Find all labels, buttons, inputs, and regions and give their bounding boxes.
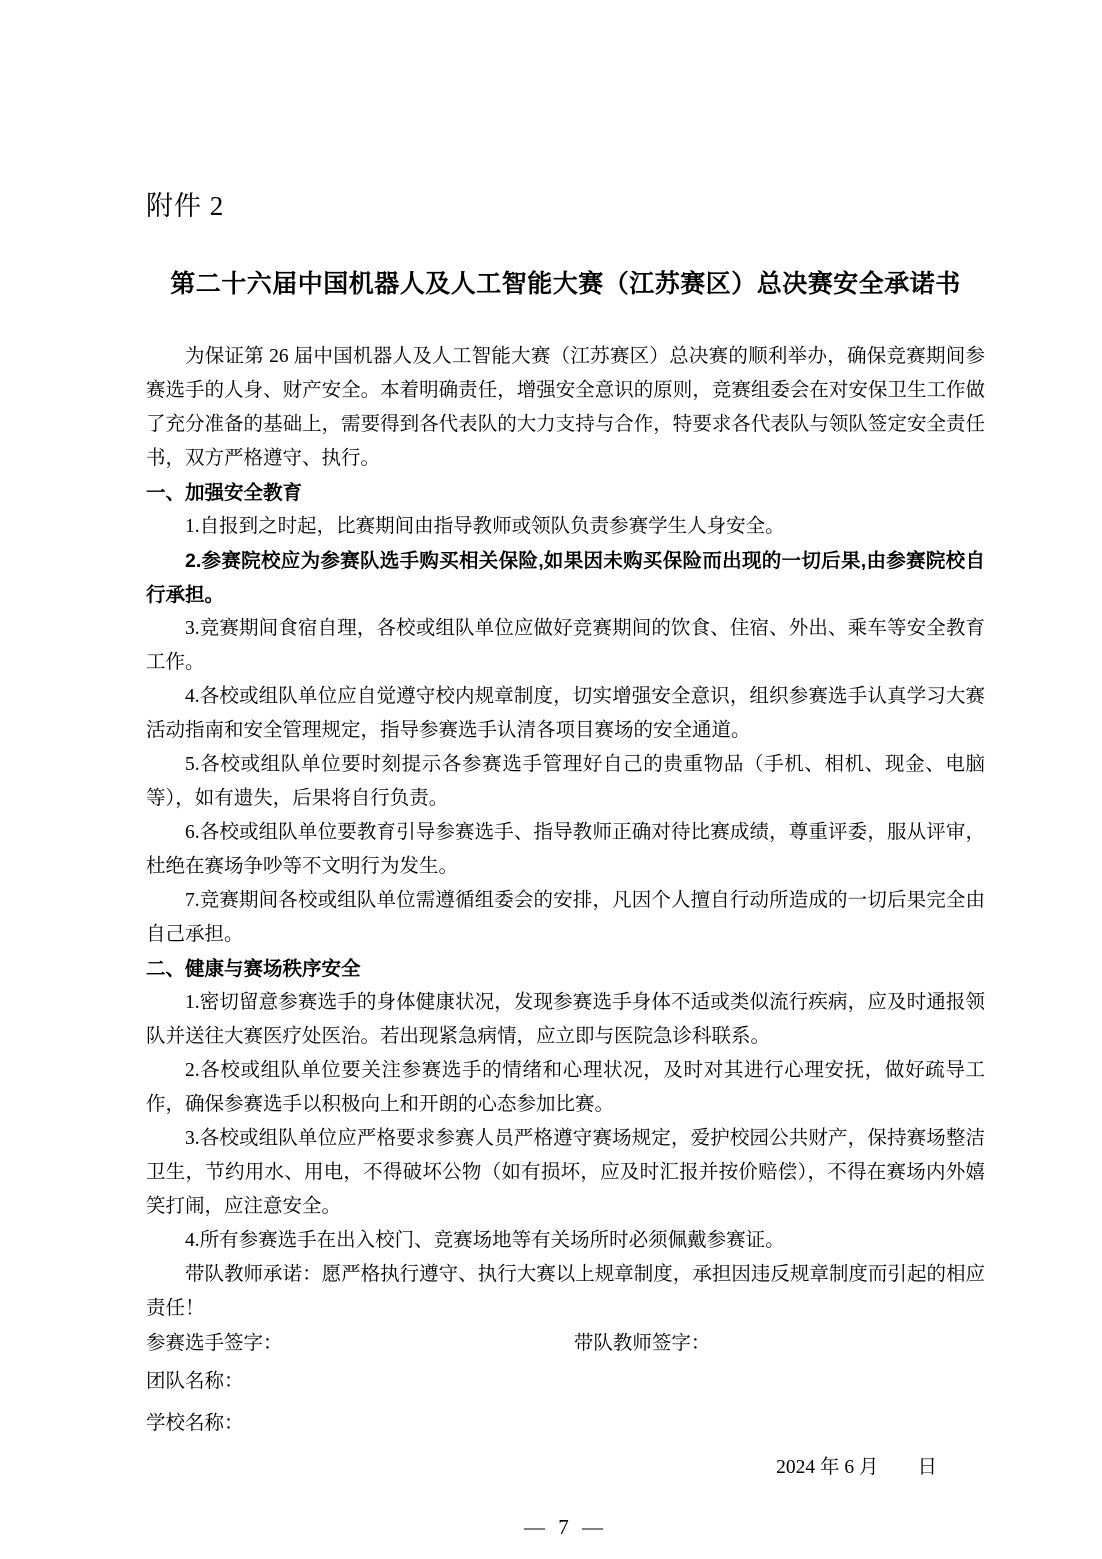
section-2-item-4: 4.所有参赛选手在出入校门、竞赛场地等有关场所时必须佩戴参赛证。: [185, 1230, 785, 1251]
section-1-heading: 一、加强安全教育: [146, 482, 303, 504]
section-1-item-4: 4.各校或组队单位应自觉遵守校内规章制度，切实增强安全意识，组织参赛选手认真学习大赛活动指南和安全管理规定，指导参赛选手认清各项目赛场的安全通道。: [146, 686, 985, 741]
contestant-signature-label: 参赛选手签字：: [146, 1333, 283, 1354]
teacher-pledge: 带队教师承诺：愿严格执行遵守、执行大赛以上规章制度，承担因违反规章制度而引起的相应责任！: [146, 1264, 985, 1319]
section-2-item-3: 3.各校或组队单位应严格要求参赛人员严格遵守赛场规定，爱护校园公共财产，保持赛场整洁卫生，节约用水、用电，不得破坏公物（如有损坏，应及时汇报并按价赔偿），不得在赛场内外嬉笑打闹，应注意安全。: [146, 1128, 985, 1217]
section-2-item-2: 2.各校或组队单位要关注参赛选手的情绪和心理状况，及时对其进行心理安抚，做好疏导工作，确保参赛选手以积极向上和开朗的心态参加比赛。: [146, 1060, 985, 1115]
document-body: [146, 340, 985, 1540]
section-1-item-5: 5.各校或组队单位要时刻提示各参赛选手管理好自己的贵重物品（手机、相机、现金、电脑等），如有遗失，后果将自行负责。: [146, 754, 985, 809]
attachment-label: 附件 2: [146, 191, 225, 221]
section-1-item-3: 3.竞赛期间食宿自理，各校或组队单位应做好竞赛期间的饮食、住宿、外出、乘车等安全教育工作。: [146, 618, 985, 673]
section-1-item-2: 2.参赛院校应为参赛队选手购买相关保险,如果因未购买保险而出现的一切后果,由参赛院校自行承担。: [146, 550, 985, 606]
signature-row: [146, 1327, 985, 1361]
section-1-item-1: 1.自报到之时起，比赛期间由指导教师或领队负责参赛学生人身安全。: [185, 516, 785, 537]
section-1-item-6: 6.各校或组队单位要教育引导参赛选手、指导教师正确对待比赛成绩，尊重评委，服从评审，杜绝在赛场争吵等不文明行为发生。: [146, 822, 985, 877]
date-line: 2024 年 6 月 日: [776, 1457, 937, 1478]
section-1-item-7: 7.竞赛期间各校或组队单位需遵循组委会的安排，凡因个人擅自行动所造成的一切后果完全由自己承担。: [146, 890, 985, 945]
page-number: — 7 —: [524, 1515, 607, 1539]
document-title: 第二十六届中国机器人及人工智能大赛（江苏赛区）总决赛安全承诺书: [170, 270, 961, 298]
intro-paragraph: 为保证第 26 届中国机器人及人工智能大赛（江苏赛区）总决赛的顺利举办，确保竞赛期间参赛选手的人身、财产安全。本着明确责任，增强安全意识的原则，竞赛组委会在对安保卫生工作做了充分准备的基础上，需要得到各代表队的大力支持与合作，特要求各代表队与领队签定安全责任书，双方严格遵守、执行。: [146, 346, 985, 469]
team-name-label: 团队名称：: [146, 1371, 244, 1392]
section-2-item-1: 1.密切留意参赛选手的身体健康状况，发现参赛选手身体不适或类似流行疾病，应及时通报领队并送往大赛医疗处医治。若出现紧急病情，应立即与医院急诊科联系。: [146, 992, 985, 1047]
section-2-heading: 二、健康与赛场秩序安全: [146, 958, 361, 980]
school-name-label: 学校名称：: [146, 1413, 244, 1434]
teacher-signature-label: 带队教师签字：: [573, 1333, 711, 1354]
